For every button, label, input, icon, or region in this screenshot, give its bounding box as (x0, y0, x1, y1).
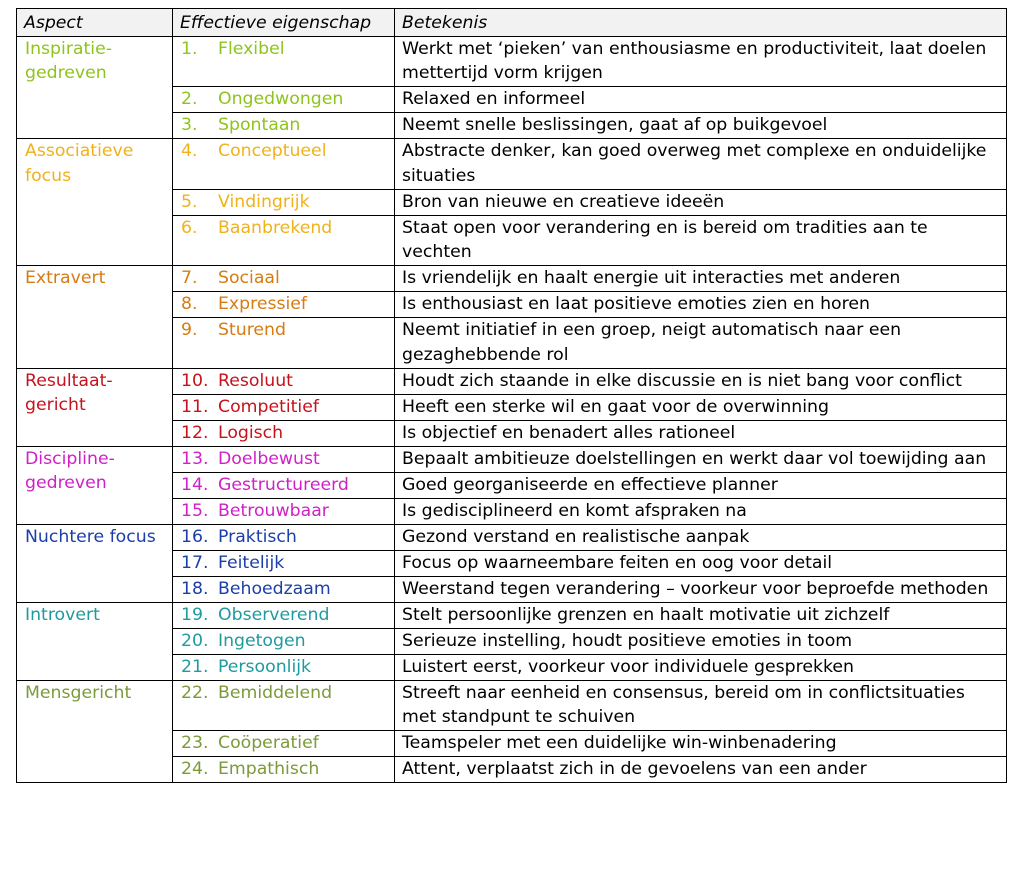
meaning-cell: Serieuze instelling, houdt positieve emoties in toom (395, 628, 1007, 654)
property-cell (173, 524, 395, 550)
property-name: Persoonlijk (218, 656, 312, 677)
meaning-cell: Is enthousiast en laat positieve emoties zien en horen (395, 292, 1007, 318)
header-meaning: Betekenis (395, 9, 1007, 37)
meaning-cell: Heeft een sterke wil en gaat voor de overwinning (395, 394, 1007, 420)
meaning-cell: Attent, verplaatst zich in de gevoelens van een ander (395, 757, 1007, 783)
property-number: 15. (181, 500, 209, 521)
property-cell (173, 215, 395, 266)
property-cell (173, 576, 395, 602)
property-number: 19. (181, 604, 209, 625)
property-cell (173, 318, 395, 369)
meaning-cell: Werkt met ‘pieken’ van enthousiasme en productiviteit, laat doelen mettertijd vorm krijgen (395, 36, 1007, 87)
property-cell (173, 757, 395, 783)
table-row (17, 446, 1007, 472)
property-number: 10. (181, 370, 209, 391)
meaning-cell: Focus op waarneembare feiten en oog voor detail (395, 550, 1007, 576)
aspect-cell: Mensgericht (17, 680, 173, 783)
aspect-cell: Introvert (17, 602, 173, 680)
meaning-cell: Staat open voor verandering en is bereid om tradities aan te vechten (395, 215, 1007, 266)
meaning-cell: Gezond verstand en realistische aanpak (395, 524, 1007, 550)
property-name: Ongedwongen (218, 89, 344, 109)
meaning-cell: Abstracte denker, kan goed overweg met complexe en onduidelijke situaties (395, 139, 1007, 190)
property-cell (173, 731, 395, 757)
property-name: Logisch (218, 422, 284, 443)
meaning-cell: Is objectief en benadert alles rationeel (395, 420, 1007, 446)
property-name: Gestructureerd (218, 474, 349, 495)
meaning-cell: Bron van nieuwe en creatieve ideeën (395, 189, 1007, 215)
meaning-cell: Teamspeler met een duidelijke win-winbenadering (395, 731, 1007, 757)
aspect-cell: Inspiratie-gedreven (17, 36, 173, 139)
header-aspect: Aspect (17, 9, 173, 37)
property-number: 14. (181, 474, 209, 495)
meaning-cell: Goed georganiseerde en effectieve planner (395, 472, 1007, 498)
property-number: 1. (181, 38, 198, 59)
meaning-cell: Neemt initiatief in een groep, neigt automatisch naar een gezaghebbende rol (395, 318, 1007, 369)
property-number: 13. (181, 448, 209, 469)
property-cell (173, 368, 395, 394)
property-name: Feitelijk (218, 552, 285, 573)
property-number: 8. (181, 294, 198, 314)
table-row (17, 139, 1007, 190)
table-row (17, 368, 1007, 394)
property-cell (173, 87, 395, 113)
property-name: Expressief (218, 294, 307, 314)
property-name: Praktisch (218, 526, 297, 547)
property-number: 20. (181, 630, 209, 651)
property-cell (173, 292, 395, 318)
table-row (17, 36, 1007, 87)
meaning-cell: Relaxed en informeel (395, 87, 1007, 113)
property-name: Observerend (218, 604, 330, 625)
meaning-cell: Weerstand tegen verandering – voorkeur voor beproefde methoden (395, 576, 1007, 602)
property-name: Betrouwbaar (218, 500, 329, 521)
property-number: 24. (181, 759, 209, 779)
property-number: 6. (181, 217, 198, 238)
property-name: Sociaal (218, 268, 280, 288)
table-row (17, 524, 1007, 550)
property-number: 4. (181, 141, 198, 161)
property-name: Conceptueel (218, 141, 327, 161)
property-number: 16. (181, 526, 209, 547)
property-cell (173, 36, 395, 87)
property-cell (173, 628, 395, 654)
table-row (17, 266, 1007, 292)
property-cell (173, 420, 395, 446)
property-number: 2. (181, 89, 198, 109)
table-row (17, 680, 1007, 731)
property-number: 3. (181, 115, 198, 135)
property-name: Ingetogen (218, 630, 306, 651)
property-cell (173, 550, 395, 576)
property-number: 11. (181, 396, 209, 417)
property-number: 7. (181, 268, 198, 288)
traits-table (16, 8, 1007, 783)
property-name: Coöperatief (218, 733, 319, 753)
property-cell (173, 394, 395, 420)
property-name: Behoedzaam (218, 578, 331, 599)
property-cell (173, 113, 395, 139)
meaning-cell: Is vriendelijk en haalt energie uit interacties met anderen (395, 266, 1007, 292)
meaning-cell: Luistert eerst, voorkeur voor individuele gesprekken (395, 654, 1007, 680)
property-name: Bemiddelend (218, 682, 333, 703)
aspect-cell: Resultaat-gericht (17, 368, 173, 446)
property-cell (173, 266, 395, 292)
property-name: Competitief (218, 396, 319, 417)
property-number: 23. (181, 733, 209, 753)
meaning-cell: Is gedisciplineerd en komt afspraken na (395, 498, 1007, 524)
meaning-cell: Houdt zich staande in elke discussie en is niet bang voor conflict (395, 368, 1007, 394)
property-name: Empathisch (218, 759, 320, 779)
table-body (17, 36, 1007, 783)
property-cell (173, 189, 395, 215)
property-name: Flexibel (218, 38, 285, 59)
property-cell (173, 654, 395, 680)
property-number: 22. (181, 682, 209, 703)
aspect-cell: Associatieve focus (17, 139, 173, 266)
property-number: 18. (181, 578, 209, 599)
table-row (17, 602, 1007, 628)
aspect-cell: Nuchtere focus (17, 524, 173, 602)
property-cell (173, 446, 395, 472)
property-number: 21. (181, 656, 209, 677)
property-name: Vindingrijk (218, 191, 310, 212)
property-cell (173, 139, 395, 190)
meaning-cell: Streeft naar eenheid en consensus, bereid om in conflictsituaties met standpunt te schuiven (395, 680, 1007, 731)
property-name: Spontaan (218, 115, 301, 135)
property-number: 5. (181, 191, 198, 212)
header-property: Effectieve eigenschap (173, 9, 395, 37)
header-row (17, 9, 1007, 37)
property-number: 17. (181, 552, 209, 573)
property-name: Sturend (218, 320, 286, 340)
property-cell (173, 680, 395, 731)
aspect-cell: Discipline-gedreven (17, 446, 173, 524)
property-name: Doelbewust (218, 448, 320, 469)
property-cell (173, 602, 395, 628)
meaning-cell: Neemt snelle beslissingen, gaat af op buikgevoel (395, 113, 1007, 139)
property-number: 12. (181, 422, 209, 443)
aspect-cell: Extravert (17, 266, 173, 369)
property-number: 9. (181, 320, 198, 340)
meaning-cell: Stelt persoonlijke grenzen en haalt motivatie uit zichzelf (395, 602, 1007, 628)
meaning-cell: Bepaalt ambitieuze doelstellingen en werkt daar vol toewijding aan (395, 446, 1007, 472)
property-cell (173, 472, 395, 498)
property-name: Resoluut (218, 370, 293, 391)
property-cell (173, 498, 395, 524)
property-name: Baanbrekend (218, 217, 333, 238)
